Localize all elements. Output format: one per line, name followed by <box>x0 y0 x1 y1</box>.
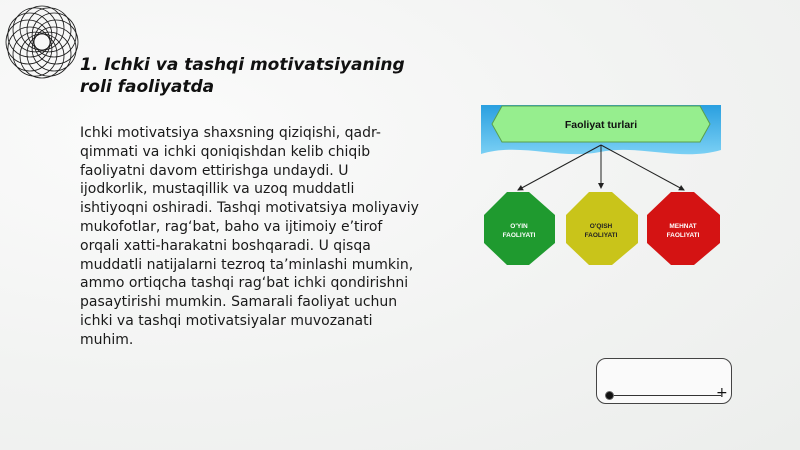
slide-body-text: Ichki motivatsiya shaxsning qiziqishi, qadr-qimmati va ichki qoniqishdan kelib chiqib faoliyatni davom ettirishga undaydi. U ijodkorlik, mustaqillik va uzoq muddatli ishtiyoqni oshiradi. Tashqi motivatsiya moliyaviy mukofotlar, rag‘bat, baho va ijtimoiy e’tirof orqali xatti-harakatni boshqaradi. U qisqa muddatli natijalarni tezroq ta’minlashi mumkin, ammo ortiqcha tashqi rag‘bat ichki qondirishni pasaytirishi mumkin. Samarali faoliyat uchun ichki va tashqi motivatsiyalar muvozanati muhim. <box>80 125 419 348</box>
child-node-work <box>647 192 720 265</box>
root-node-label: Faoliyat turlari <box>564 119 638 131</box>
work-label-line1: MEHNAT <box>669 223 697 230</box>
spirograph-logo-icon <box>2 2 82 82</box>
activity-types-diagram <box>480 104 722 272</box>
study-label-line1: O'QISH <box>589 223 613 230</box>
play-label-line1: O'YIN <box>510 223 528 230</box>
study-label-line2: FAOLIYATI <box>584 232 618 239</box>
child-node-play <box>484 192 555 265</box>
media-slider-control[interactable] <box>596 358 732 404</box>
work-label-line2: FAOLIYATI <box>666 232 700 239</box>
slider-track[interactable] <box>609 395 721 396</box>
plus-icon[interactable]: + <box>716 385 728 401</box>
child-node-study <box>566 192 638 265</box>
slide-title: 1. Ichki va tashqi motivatsiyaning roli faoliyatda <box>80 55 405 97</box>
slider-knob[interactable] <box>606 392 613 399</box>
play-label-line2: FAOLIYATI <box>502 232 536 239</box>
